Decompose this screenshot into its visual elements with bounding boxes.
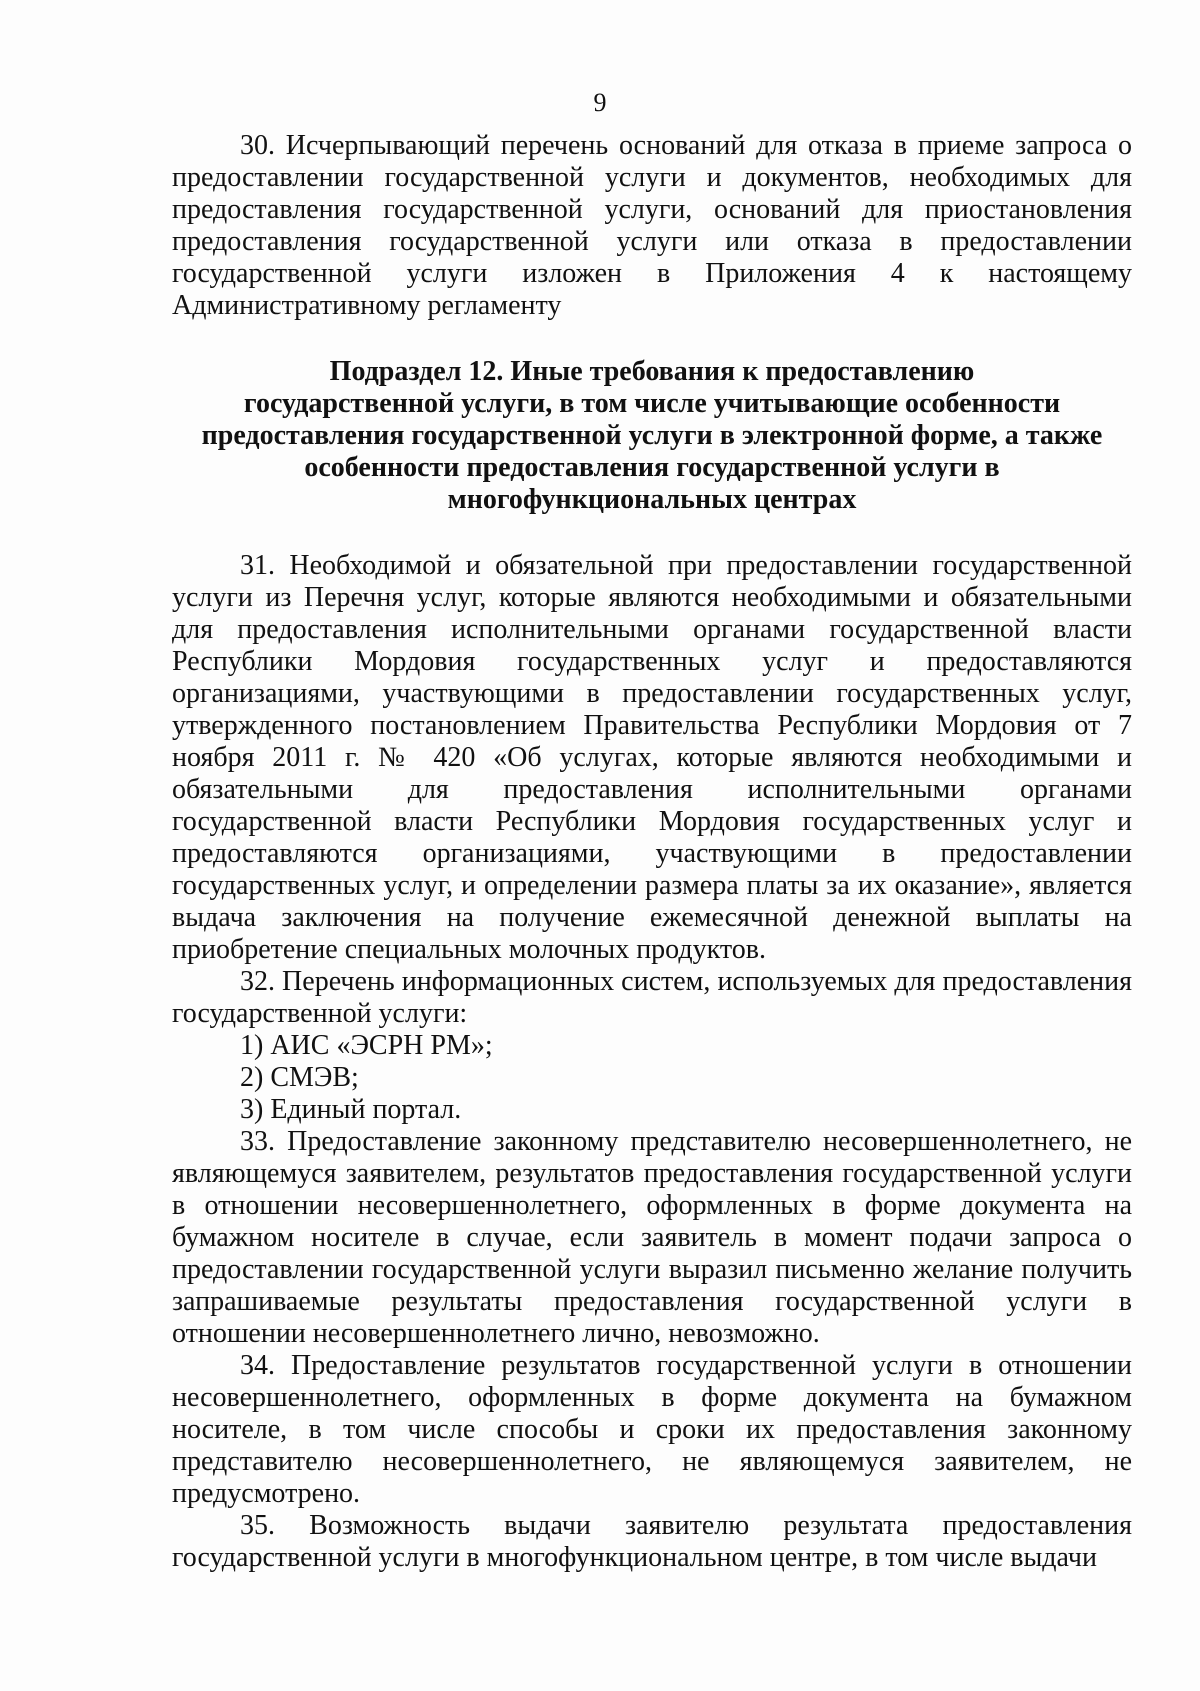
paragraph-35: 35. Возможность выдачи заявителю результата предоставления государственной услуги в многофункциональном центре, в том числе выдачи — [172, 1510, 1132, 1573]
heading-line: Подраздел 12. Иные требования к предоставлению — [329, 356, 975, 387]
heading-line: государственной услуги, в том числе учитывающие особенности — [243, 388, 1061, 419]
paragraph-33: 33. Предоставление законному представителю несовершеннолетнего, не являющемуся заявителем, результатов предоставления государственной услуги в отношении несовершеннолетнего, оформленных в форме документа на бумажном носителе в случае, если заявитель в момент подачи запроса о предоставлении государственной услуги выразил письменно желание получить запрашиваемые результаты предоставления государственной услуги в отношении несовершеннолетнего лично, невозможно. — [172, 1126, 1132, 1349]
list-item-2: 2) СМЭВ; — [240, 1062, 359, 1093]
paragraph-30: 30. Исчерпывающий перечень оснований для отказа в приеме запроса о предоставлении государственной услуги и документов, необходимых для предоставления государственной услуги, оснований для приостановления предоставления государственной услуги или отказа в предоставлении государственной услуги изложен в Приложения 4 к настоящему Административному регламенту — [172, 130, 1132, 321]
heading-line: многофункциональных центрах — [447, 484, 857, 515]
page-number: 9 — [593, 88, 607, 117]
heading-line: особенности предоставления государственной услуги в — [304, 452, 1000, 483]
section-heading — [172, 356, 1132, 516]
list-item-1: 1) АИС «ЭСРН РМ»; — [240, 1030, 493, 1061]
list-item-3: 3) Единый портал. — [240, 1094, 462, 1125]
heading-line: предоставления государственной услуги в электронной форме, а также — [201, 420, 1103, 451]
paragraph-31: 31. Необходимой и обязательной при предоставлении государственной услуги из Перечня услуг, которые являются необходимыми и обязательными для предоставления исполнительными органами государственной власти Республики Мордовия государственных услуг и предоставляются организациями, участвующими в предоставлении государственных услуг, утвержденного постановлением Правительства Республики Мордовия от 7 ноября 2011 г. № 420 «Об услугах, которые являются необходимыми и обязательными для предоставления исполнительными органами государственной власти Республики Мордовия государственных услуг и предоставляются организациями, участвующими в предоставлении государственных услуг, и определении размера платы за их оказание», является выдача заключения на получение ежемесячной денежной выплаты на приобретение специальных молочных продуктов. — [172, 550, 1132, 965]
paragraph-32: 32. Перечень информационных систем, используемых для предоставления государственной услуги: — [172, 966, 1132, 1029]
document-body — [172, 130, 1132, 1574]
paragraph-34: 34. Предоставление результатов государственной услуги в отношении несовершеннолетнего, оформленных в форме документа на бумажном носителе, в том числе способы и сроки их предоставления законному представителю несовершеннолетнего, не являющемуся заявителем, не предусмотрено. — [172, 1350, 1132, 1509]
